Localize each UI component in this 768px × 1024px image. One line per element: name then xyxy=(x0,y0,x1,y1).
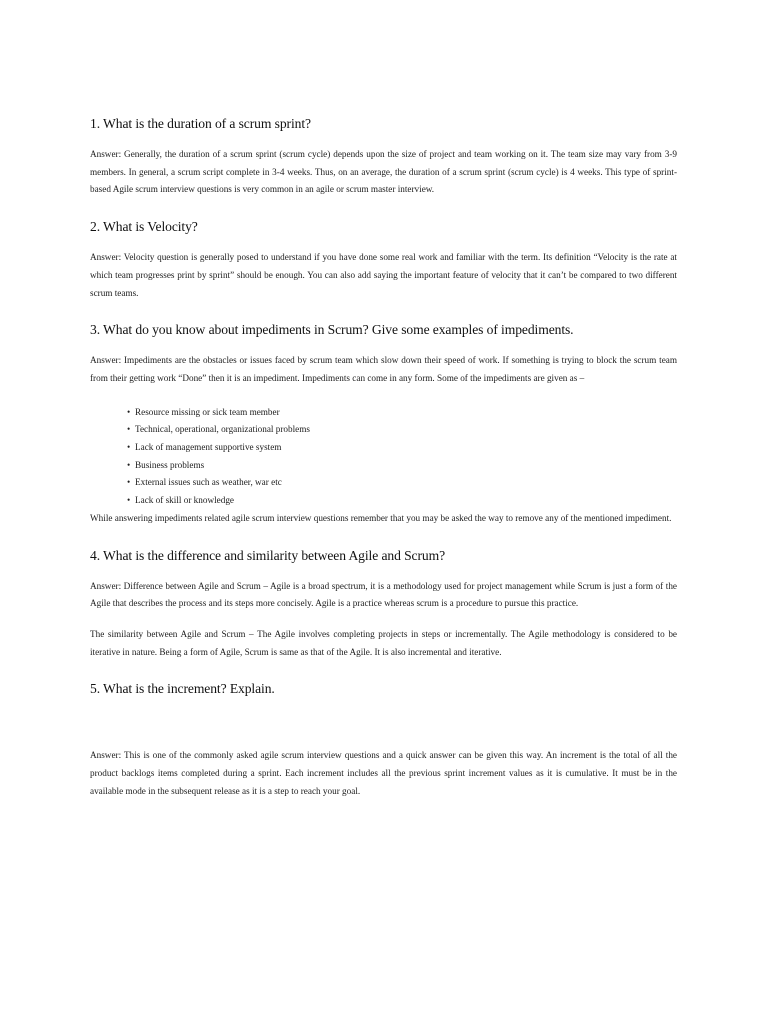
question-heading-2: 2. What is Velocity? xyxy=(90,219,198,235)
question-section-4 xyxy=(90,546,677,662)
answer-paragraph-4-similarity: The similarity between Agile and Scrum – The Agile involves completing projects in steps or incrementally. The Agile methodology is considered to be iterative in nature. Being a form of Agile, Scrum is same as that of the Agile. It is also incremental and iterative. xyxy=(90,628,677,657)
question-heading-5: 5. What is the increment? Explain. xyxy=(90,681,275,697)
list-item: • Lack of management supportive system xyxy=(127,439,677,457)
list-item: • Business problems xyxy=(127,457,677,475)
question-section-1 xyxy=(90,114,677,199)
answer-paragraph-3: Answer: Impediments are the obstacles or issues faced by scrum team which slow down their speed of work. If something is trying to block the scrum team from their getting work “Done” then it is an impediment. Impediments can come in any form. Some of the impediments are given as – xyxy=(90,355,677,383)
list-item: • Technical, operational, organizational problems xyxy=(127,421,677,439)
bullet-icon: • xyxy=(127,424,131,435)
question-heading-1: 1. What is the duration of a scrum sprint? xyxy=(90,116,311,131)
question-heading-4: 4. What is the difference and similarity between Agile and Scrum? xyxy=(90,547,446,563)
question-section-2 xyxy=(90,217,677,302)
answer-paragraph-5: Answer: This is one of the commonly asked agile scrum interview questions and a quick answer can be given this way. An increment is the total of all the product backlogs items completed during a sprint. Each increment includes all the previous sprint increment values as it is cumulative. It must be in the available mode in the subsequent release as it is a step to reach your goal. xyxy=(90,750,677,796)
question-section-5 xyxy=(90,679,677,800)
list-item: • Resource missing or sick team member xyxy=(127,404,677,422)
bullet-icon: • xyxy=(127,495,131,506)
bullet-icon: • xyxy=(127,459,131,470)
document-body xyxy=(90,114,677,800)
impediments-list xyxy=(127,404,677,510)
bullet-icon: • xyxy=(127,442,131,453)
bullet-icon: • xyxy=(127,406,131,417)
question-section-3 xyxy=(90,320,677,527)
answer-paragraph-2: Answer: Velocity question is generally posed to understand if you have done some real work and familiar with the term. Its definition “Velocity is the rate at which team progresses print by sprint” should be enough. You can also add saying the important feature of velocity that it can’t be compared to two different scrum teams. xyxy=(90,252,677,298)
list-item: • External issues such as weather, war etc xyxy=(127,474,677,492)
answer-paragraph-4: Answer: Difference between Agile and Scrum – Agile is a broad spectrum, it is a methodology used for project management while Scrum is just a form of the Agile that describes the process and its steps more concisely. Agile is a practice whereas scrum is a procedure to pursue this practice. xyxy=(90,580,677,609)
paragraph-spacer xyxy=(90,711,677,747)
list-item: • Lack of skill or knowledge xyxy=(127,492,677,510)
bullet-icon: • xyxy=(127,477,131,488)
answer-paragraph-3-followup: While answering impediments related agile scrum interview questions remember that you may be asked the way to remove any of the mentioned impediment. xyxy=(90,512,672,523)
paragraph-spacer xyxy=(90,613,677,626)
answer-paragraph-1: Answer: Generally, the duration of a scrum sprint (scrum cycle) depends upon the size of project and team working on it. The team size may vary from 3-9 members. In general, a scrum script complete in 3-4 weeks. Thus, on an average, the duration of a scrum sprint (scrum cycle) is 4 weeks. This type of sprint-based Agile scrum interview questions is very common in an agile or scrum master interview. xyxy=(90,149,677,195)
question-heading-3: 3. What do you know about impediments in Scrum? Give some examples of impediments. xyxy=(90,322,574,338)
